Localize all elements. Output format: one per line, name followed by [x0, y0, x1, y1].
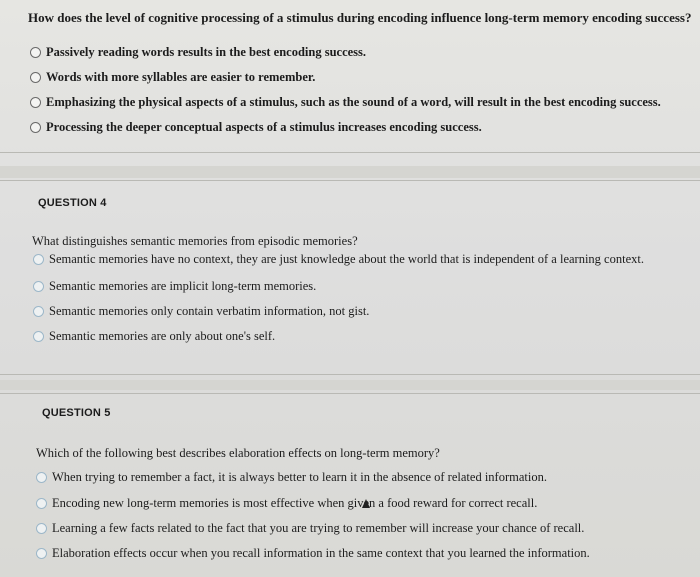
radio-button[interactable]: [33, 281, 44, 292]
radio-button[interactable]: [36, 498, 47, 509]
q5-option-1-label: When trying to remember a fact, it is always better to learn it in the absence of related information.: [52, 470, 547, 484]
mouse-cursor-icon: [362, 499, 370, 508]
radio-button[interactable]: [30, 72, 41, 83]
radio-button[interactable]: [30, 47, 41, 58]
q5-option-1[interactable]: [36, 470, 547, 485]
q4-option-3-label: Semantic memories only contain verbatim information, not gist.: [49, 304, 370, 318]
q3-option-3-label: Emphasizing the physical aspects of a stimulus, such as the sound of a word, will result in the best encoding success.: [46, 95, 661, 109]
section-divider: [0, 180, 700, 181]
radio-button[interactable]: [36, 523, 47, 534]
section-separator-band: [0, 380, 700, 390]
q4-option-2[interactable]: [33, 279, 316, 294]
radio-button[interactable]: [30, 97, 41, 108]
question-3-text: How does the level of cognitive processing of a stimulus during encoding influence long-term memory encoding success?: [28, 10, 692, 25]
radio-button[interactable]: [33, 306, 44, 317]
q4-option-4[interactable]: [33, 329, 275, 344]
section-divider: [0, 393, 700, 394]
q3-option-1-label: Passively reading words results in the best encoding success.: [46, 45, 367, 59]
q3-option-2-label: Words with more syllables are easier to remember.: [46, 70, 316, 84]
q4-option-2-label: Semantic memories are implicit long-term memories.: [49, 279, 317, 293]
radio-button[interactable]: [36, 548, 47, 559]
q5-option-3[interactable]: [36, 521, 584, 536]
q4-option-3[interactable]: [33, 304, 369, 319]
q3-option-4[interactable]: [30, 120, 482, 135]
radio-button[interactable]: [33, 331, 44, 342]
q3-option-2[interactable]: [30, 70, 315, 85]
section-separator-band: [0, 166, 700, 178]
q5-option-4-label: Elaboration effects occur when you recall information in the same context that you learned the information.: [52, 546, 590, 560]
radio-button[interactable]: [33, 254, 44, 265]
section-divider: [0, 152, 700, 153]
q4-option-4-label: Semantic memories are only about one's self.: [49, 329, 276, 343]
q4-option-1[interactable]: [33, 252, 644, 267]
radio-button[interactable]: [36, 472, 47, 483]
question-4-text: What distinguishes semantic memories from episodic memories?: [32, 234, 358, 248]
q3-option-4-label: Processing the deeper conceptual aspects of a stimulus increases encoding success.: [46, 120, 482, 134]
q5-option-3-label: Learning a few facts related to the fact that you are trying to remember will increase your chance of recall.: [52, 521, 585, 535]
q5-option-2[interactable]: [36, 496, 537, 511]
q3-option-3[interactable]: [30, 95, 661, 110]
question-4-heading: QUESTION 4: [38, 197, 107, 209]
q4-option-1-label: Semantic memories have no context, they are just knowledge about the world that is independent of a learning context.: [49, 252, 644, 266]
radio-button[interactable]: [30, 122, 41, 133]
section-divider: [0, 374, 700, 375]
q3-option-1[interactable]: [30, 45, 366, 60]
question-5-heading: QUESTION 5: [42, 407, 111, 419]
question-5-text: Which of the following best describes elaboration effects on long-term memory?: [36, 446, 440, 460]
q5-option-4[interactable]: [36, 546, 590, 561]
q5-option-2-label: Encoding new long-term memories is most effective when given a food reward for correct recall.: [52, 496, 538, 510]
